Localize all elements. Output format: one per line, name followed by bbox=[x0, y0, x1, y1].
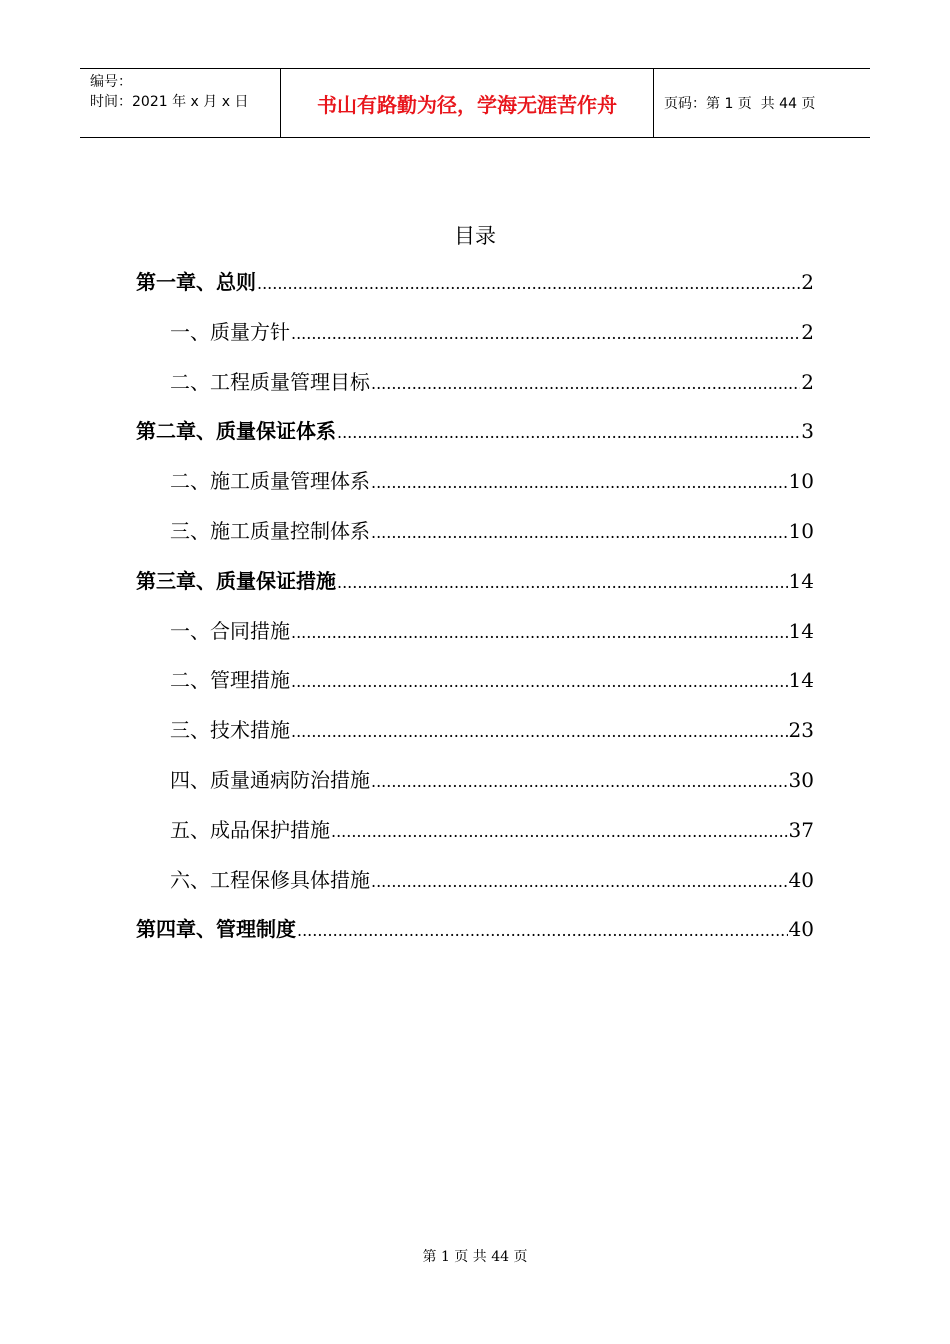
toc-entry[interactable] bbox=[136, 266, 814, 316]
toc-entry[interactable] bbox=[136, 814, 814, 864]
toc-entry[interactable] bbox=[136, 565, 814, 615]
toc-entry[interactable] bbox=[136, 515, 814, 565]
toc-entry[interactable] bbox=[136, 615, 814, 665]
toc-entry-page: 10 bbox=[788, 518, 814, 543]
toc-dot-leader bbox=[291, 623, 788, 642]
toc-entry-label: 二、管理措施 bbox=[170, 668, 290, 693]
toc-entry-label: 一、合同措施 bbox=[170, 618, 290, 643]
header-info-cell bbox=[80, 69, 281, 137]
toc-dot-leader bbox=[371, 772, 788, 791]
toc-entry-label: 三、技术措施 bbox=[170, 718, 290, 743]
toc-title: 目录 bbox=[454, 224, 496, 248]
header-motto-cell bbox=[281, 69, 654, 137]
toc-entry-page: 23 bbox=[788, 718, 814, 743]
toc-dot-leader bbox=[291, 324, 800, 343]
toc-entry-label: 一、质量方针 bbox=[170, 319, 290, 344]
toc-entry-page: 2 bbox=[801, 270, 814, 294]
toc-dot-leader bbox=[291, 722, 788, 741]
toc-entry-label: 二、工程质量管理目标 bbox=[170, 369, 370, 394]
toc-entry-label: 第四章、管理制度 bbox=[136, 917, 296, 942]
header-motto: 书山有路勤为径，学海无涯苦作舟 bbox=[317, 92, 617, 117]
toc-entry[interactable] bbox=[136, 764, 814, 814]
header-page-code: 页码：第 1 页 共 44 页 bbox=[664, 96, 816, 112]
document-time-label: 时间：2021 年 x 月 x 日 bbox=[90, 94, 249, 110]
toc-entry[interactable] bbox=[136, 913, 814, 963]
toc-dot-leader bbox=[297, 921, 788, 940]
header-page-cell bbox=[654, 69, 870, 137]
toc-dot-leader bbox=[337, 573, 788, 592]
toc-entry-page: 10 bbox=[788, 469, 814, 494]
footer-page-number: 第 1 页 共 44 页 bbox=[422, 1249, 528, 1265]
toc-entry-label: 五、成品保护措施 bbox=[170, 817, 330, 842]
toc-entry-page: 40 bbox=[788, 867, 814, 892]
table-of-contents bbox=[136, 266, 814, 963]
toc-entry-page: 30 bbox=[788, 767, 814, 792]
toc-entry-label: 第三章、质量保证措施 bbox=[136, 568, 336, 593]
toc-entry[interactable] bbox=[136, 465, 814, 515]
toc-entry-page: 14 bbox=[788, 668, 814, 693]
toc-entry-label: 三、施工质量控制体系 bbox=[170, 518, 370, 543]
document-number-label: 编号： bbox=[90, 74, 132, 90]
toc-entry-label: 四、质量通病防治措施 bbox=[170, 767, 370, 792]
toc-entry[interactable] bbox=[136, 316, 814, 366]
toc-entry-page: 14 bbox=[788, 568, 814, 593]
toc-dot-leader bbox=[371, 473, 788, 492]
toc-entry-label: 第一章、总则 bbox=[136, 270, 256, 294]
toc-entry-page: 2 bbox=[801, 319, 814, 344]
toc-entry-page: 3 bbox=[801, 419, 814, 444]
toc-entry[interactable] bbox=[136, 864, 814, 914]
toc-entry-label: 二、施工质量管理体系 bbox=[170, 469, 370, 494]
toc-entry[interactable] bbox=[136, 714, 814, 764]
toc-entry[interactable] bbox=[136, 664, 814, 714]
page-footer bbox=[0, 1246, 950, 1266]
toc-entry[interactable] bbox=[136, 415, 814, 465]
toc-entry-label: 第二章、质量保证体系 bbox=[136, 419, 336, 444]
toc-dot-leader bbox=[291, 672, 788, 691]
toc-entry[interactable] bbox=[136, 366, 814, 416]
toc-dot-leader bbox=[371, 523, 788, 542]
toc-dot-leader bbox=[331, 822, 788, 841]
toc-entry-label: 六、工程保修具体措施 bbox=[170, 867, 370, 892]
toc-entry-page: 14 bbox=[788, 618, 814, 643]
toc-dot-leader bbox=[257, 274, 800, 293]
toc-entry-page: 37 bbox=[788, 817, 814, 842]
toc-entry-page: 40 bbox=[788, 917, 814, 942]
toc-dot-leader bbox=[371, 872, 788, 891]
page-header bbox=[80, 68, 870, 138]
toc-entry-page: 2 bbox=[801, 369, 814, 394]
toc-dot-leader bbox=[371, 374, 800, 393]
toc-dot-leader bbox=[337, 423, 800, 442]
